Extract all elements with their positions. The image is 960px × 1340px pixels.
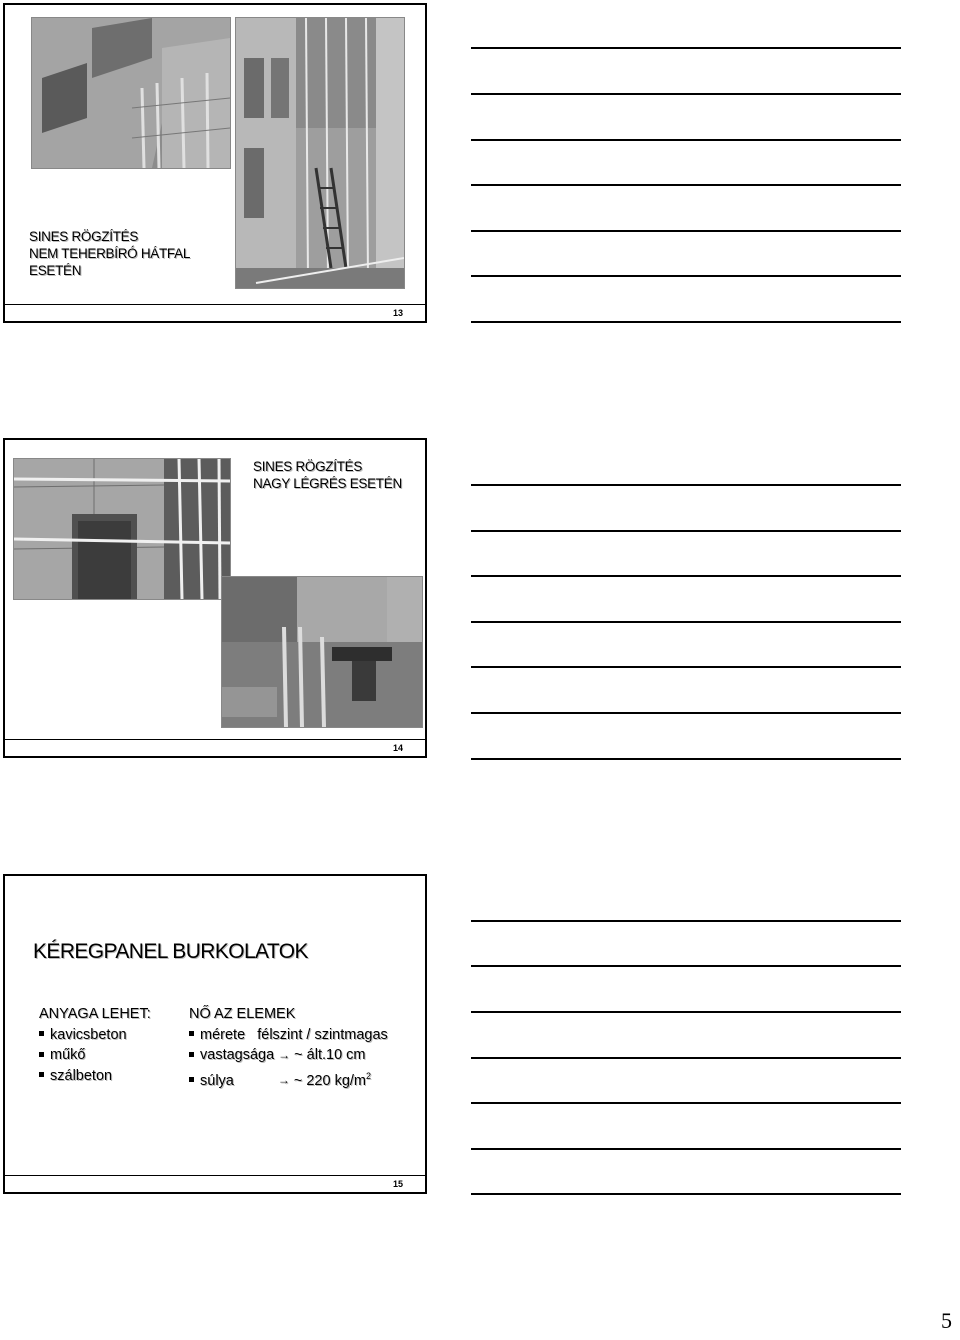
slide-15-title: KÉREGPANEL BURKOLATOK <box>33 940 308 963</box>
list-item: súlya → ~ 220 $kg/m^2$ <box>189 1066 388 1091</box>
title-line: NAGY LÉGRÉS ESETÉN <box>253 476 402 491</box>
elements-heading: NŐ AZ ELEMEK <box>189 1006 296 1022</box>
bullet-icon <box>189 1031 194 1036</box>
title-line: NEM TEHERBÍRÓ HÁTFAL <box>29 246 191 261</box>
title-line: ESETÉN <box>29 263 82 278</box>
list-item: szálbeton <box>39 1066 151 1087</box>
slide-number: 13 <box>392 308 403 318</box>
slide-13 <box>3 3 427 323</box>
slide-14 <box>3 438 427 758</box>
slide-number-bar <box>5 304 425 321</box>
material-column <box>39 1004 151 1086</box>
slide-14-title <box>253 458 402 492</box>
list-item: mérete félszint / szintmagas <box>189 1025 388 1046</box>
photo-bracket-detail <box>221 576 423 728</box>
slide-number: 14 <box>392 743 403 753</box>
list-item: kavicsbeton <box>39 1025 151 1046</box>
bullet-icon <box>39 1031 44 1036</box>
bullet-icon <box>39 1072 44 1077</box>
list-item: vastagsága → ~ ált.10 cm <box>189 1045 388 1066</box>
page-number: 5 <box>941 1308 952 1333</box>
bullet-icon <box>189 1052 194 1057</box>
arrow-right-icon: → <box>278 1048 291 1062</box>
material-heading: ANYAGA LEHET: <box>39 1006 151 1022</box>
slide-15 <box>3 874 427 1194</box>
elements-column <box>189 1004 388 1091</box>
slide-number: 15 <box>392 1179 403 1189</box>
list-item: műkő <box>39 1045 151 1066</box>
slide-number-bar <box>5 739 425 756</box>
bullet-icon <box>189 1077 194 1082</box>
slide-number-bar <box>5 1175 425 1192</box>
arrow-right-icon: → <box>277 1073 290 1088</box>
photo-stone-panels-rails <box>13 458 231 600</box>
bullet-icon <box>39 1052 44 1057</box>
photo-facade-rails <box>235 17 405 289</box>
slide-13-title <box>29 228 190 279</box>
title-line: SINES RÖGZÍTÉS <box>29 229 139 244</box>
title-line: SINES RÖGZÍTÉS <box>253 459 363 474</box>
photo-building-corner <box>31 17 231 169</box>
